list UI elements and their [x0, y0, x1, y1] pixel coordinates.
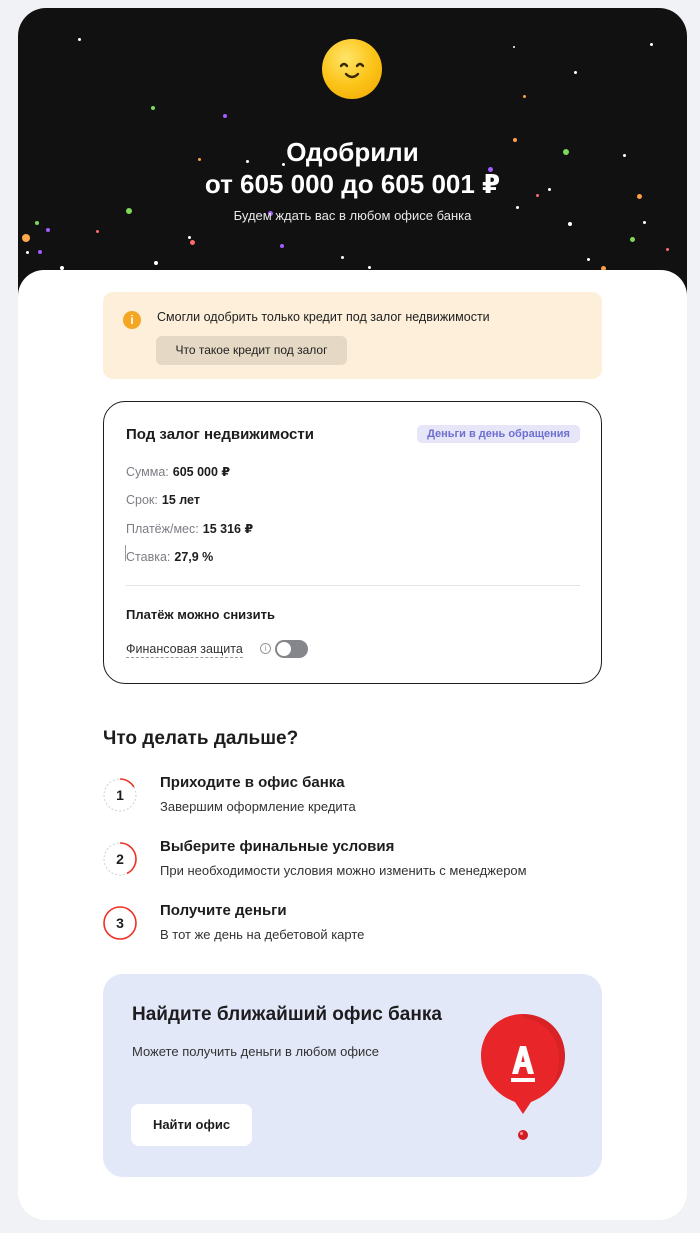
- approval-hero: [18, 8, 687, 308]
- office-banner-subtitle: Можете получить деньги в любом офисе: [132, 1044, 380, 1059]
- confetti-piece: [630, 237, 635, 242]
- confetti-piece: [190, 240, 195, 245]
- confetti-piece: [513, 46, 515, 48]
- payment-label: Платёж/мес:: [126, 522, 199, 536]
- offer-divider: [126, 585, 580, 586]
- step-item: [103, 774, 623, 824]
- offer-row-amount: [126, 464, 230, 479]
- confetti-piece: [280, 244, 284, 248]
- confetti-piece: [154, 261, 158, 265]
- step-description: В тот же день на дебетовой карте: [160, 927, 365, 942]
- approval-subtitle: Будем ждать вас в любом офисе банка: [233, 208, 472, 223]
- confetti-piece: [22, 234, 30, 242]
- step-title: Приходите в офис банка: [160, 774, 345, 791]
- step-description: Завершим оформление кредита: [160, 799, 356, 814]
- collateral-notice: [103, 292, 602, 379]
- offer-row-rate: [126, 550, 213, 564]
- confetti-piece: [151, 106, 155, 110]
- approval-title: [18, 136, 687, 200]
- confetti-piece: [78, 38, 81, 41]
- confetti-piece: [38, 250, 42, 254]
- step-title: Получите деньги: [160, 902, 287, 919]
- rate-label: Ставка:: [126, 550, 171, 564]
- map-pin-logo-icon: [475, 1010, 571, 1140]
- step-number: 1: [116, 787, 124, 803]
- confetti-piece: [46, 228, 50, 232]
- step-number: 2: [116, 851, 124, 867]
- rate-value: 27,9 %: [174, 550, 214, 564]
- offer-row-term: [126, 493, 200, 507]
- find-office-banner: [103, 974, 602, 1177]
- offer-card: [103, 401, 602, 684]
- offer-title: Под залог недвижимости: [126, 426, 314, 443]
- confetti-piece: [666, 248, 669, 251]
- info-icon[interactable]: i: [260, 643, 271, 654]
- financial-protection-label[interactable]: Финансовая защита: [126, 642, 243, 656]
- step-number: 3: [116, 915, 124, 931]
- term-value: 15 лет: [161, 493, 200, 507]
- confetti-piece: [523, 95, 526, 98]
- main-card: [18, 8, 687, 1220]
- confetti-piece: [368, 266, 371, 269]
- confetti-piece: [26, 251, 29, 254]
- confetti-piece: [223, 114, 227, 118]
- amount-value: 605 000 ₽: [172, 465, 231, 479]
- notice-text: Смогли одобрить только кредит под залог недвижимости: [157, 310, 490, 324]
- step-item: [103, 902, 623, 952]
- step-item: [103, 838, 623, 888]
- step-title: Выберите финальные условия: [160, 838, 395, 855]
- amount-label: Сумма:: [126, 465, 169, 479]
- payment-value: 15 316 ₽: [202, 522, 254, 536]
- confetti-piece: [188, 236, 191, 239]
- find-office-button[interactable]: Найти офис: [131, 1104, 252, 1146]
- confetti-piece: [96, 230, 99, 233]
- info-warning-icon: i: [123, 311, 141, 329]
- toggle-knob: [277, 642, 291, 656]
- confetti-piece: [587, 258, 590, 261]
- financial-protection-toggle[interactable]: [275, 640, 308, 658]
- office-banner-title: Найдите ближайший офис банка: [132, 1004, 442, 1025]
- confetti-piece: [341, 256, 344, 259]
- confetti-piece: [574, 71, 577, 74]
- offer-row-payment: [126, 521, 253, 536]
- confetti-piece: [650, 43, 653, 46]
- reduce-payment-title: Платёж можно снизить: [126, 607, 275, 622]
- term-label: Срок:: [126, 493, 158, 507]
- next-steps-title: Что делать дальше?: [103, 728, 299, 749]
- what-is-collateral-button[interactable]: Что такое кредит под залог: [156, 336, 347, 365]
- same-day-badge: Деньги в день обращения: [417, 425, 580, 443]
- step-description: При необходимости условия можно изменить с менеджером: [160, 863, 527, 878]
- approval-amount-range: от 605 000 до 605 001 ₽: [204, 169, 501, 199]
- smiley-icon: [322, 39, 382, 99]
- approval-title-line1: Одобрили: [286, 137, 419, 167]
